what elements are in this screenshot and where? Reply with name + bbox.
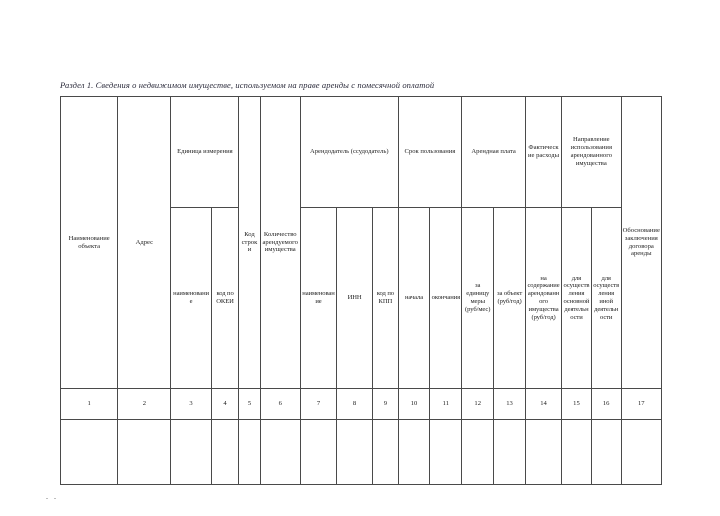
subcol-expenses-maintenance: на содержание арендованного имущества (руб/год) <box>525 208 561 389</box>
section-title: Раздел 1. Сведения о недвижимом имуществе, используемом на праве аренды с помесячной оплатой <box>60 80 435 90</box>
cell-blank <box>494 420 526 485</box>
num-12: 12 <box>462 389 494 420</box>
num-9: 9 <box>373 389 398 420</box>
cell-blank <box>61 420 118 485</box>
col-quantity: Количество арендуемого имущества <box>260 97 300 389</box>
col-actual-expenses: Фактические расходы <box>525 97 561 208</box>
cell-blank <box>300 420 336 485</box>
cell-blank <box>211 420 239 485</box>
num-10: 10 <box>398 389 430 420</box>
num-11: 11 <box>430 389 462 420</box>
num-16: 16 <box>591 389 621 420</box>
num-8: 8 <box>337 389 373 420</box>
cell-blank <box>462 420 494 485</box>
num-13: 13 <box>494 389 526 420</box>
col-term: Срок пользования <box>398 97 462 208</box>
subcol-unit-name: наименование <box>171 208 211 389</box>
col-lessor: Арендодатель (ссудодатель) <box>300 97 398 208</box>
cell-blank <box>562 420 592 485</box>
subcol-lessor-inn: ИНН <box>337 208 373 389</box>
table-number-row <box>61 389 662 420</box>
col-use-direction: Направление использования арендованного имущества <box>562 97 621 208</box>
num-7: 7 <box>300 389 336 420</box>
subcol-lessor-name: наименование <box>300 208 336 389</box>
num-15: 15 <box>562 389 592 420</box>
subcol-term-end: окончания <box>430 208 462 389</box>
cell-blank <box>260 420 300 485</box>
cell-blank <box>398 420 430 485</box>
subcol-unit-okei: код по ОКЕИ <box>211 208 239 389</box>
col-rent: Арендная плата <box>462 97 526 208</box>
subcol-use-other-activity: для осуществления иной деятельности <box>591 208 621 389</box>
num-3: 3 <box>171 389 211 420</box>
cell-blank <box>430 420 462 485</box>
cell-blank <box>525 420 561 485</box>
num-1: 1 <box>61 389 118 420</box>
table-row <box>61 420 662 485</box>
cell-blank <box>118 420 171 485</box>
col-contract-basis: Обоснование заключения договора аренды <box>621 97 661 389</box>
subcol-term-start: начала <box>398 208 430 389</box>
cell-blank <box>337 420 373 485</box>
cell-blank <box>373 420 398 485</box>
subcol-lessor-kpp: код по КПП <box>373 208 398 389</box>
col-unit-of-measure: Единица измерения <box>171 97 239 208</box>
page-footer-mark: . . <box>46 492 58 501</box>
num-5: 5 <box>239 389 260 420</box>
subcol-rent-per-object: за объект (руб/год) <box>494 208 526 389</box>
num-14: 14 <box>525 389 561 420</box>
num-2: 2 <box>118 389 171 420</box>
cell-blank <box>239 420 260 485</box>
col-row-code: Код строки <box>239 97 260 389</box>
cell-blank <box>171 420 211 485</box>
subcol-rent-per-unit: за единицу меры (руб/мес) <box>462 208 494 389</box>
table-header-top-row <box>61 97 662 208</box>
cell-blank <box>621 420 661 485</box>
col-object-name: Наименование объекта <box>61 97 118 389</box>
num-6: 6 <box>260 389 300 420</box>
col-address: Адрес <box>118 97 171 389</box>
subcol-use-main-activity: для осуществления основной деятельности <box>562 208 592 389</box>
asset-lease-table <box>60 96 662 485</box>
cell-blank <box>591 420 621 485</box>
num-4: 4 <box>211 389 239 420</box>
num-17: 17 <box>621 389 661 420</box>
